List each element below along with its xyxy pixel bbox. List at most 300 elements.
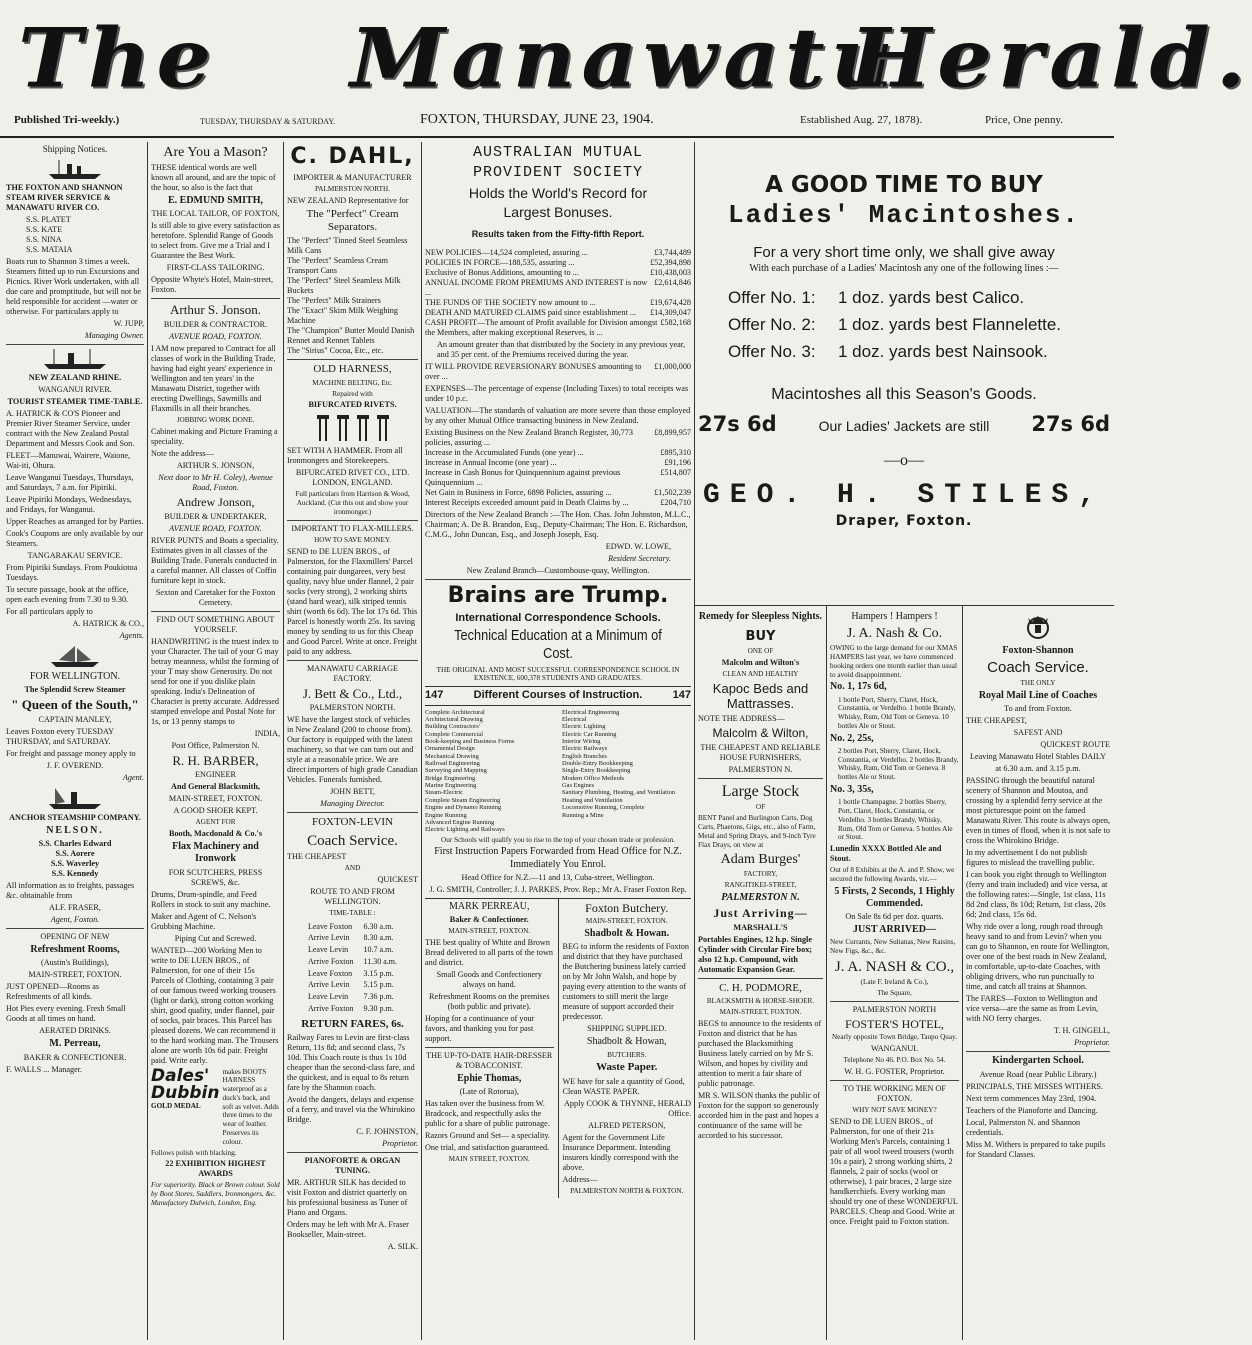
dahl-item-list xyxy=(287,236,418,356)
boat-name: S.S. PLATET xyxy=(26,214,71,224)
table-row xyxy=(304,945,401,955)
column-coach xyxy=(966,609,1110,1340)
factory: FACTORY, xyxy=(743,870,778,879)
figure-value: £1,502,239 xyxy=(654,487,691,497)
bent-carts: BENT Panel and Burlington Carts, Dog Carts, Phaetons, Gigs, etc., also of Farm, Metal and Spring Drays, and 9-inch Tyre Flax Drays, on view at xyxy=(698,814,816,849)
courses-count: 147 xyxy=(672,689,691,702)
figure-value: £2,614,846 xyxy=(654,277,691,287)
refreshment-rooms: Refreshment Rooms, xyxy=(30,944,120,956)
coach-service: Coach Service. xyxy=(307,832,398,849)
stiles-ad xyxy=(698,142,1110,602)
orders-left: Orders may be left with Mr A. Fraser Bookseller, Main-street. xyxy=(287,1220,409,1240)
course-item: Architectural Drawing xyxy=(425,715,483,723)
ephie-late: (Late of Rotorua), xyxy=(459,1086,519,1096)
figure-label: Interest Receipts exceeded amount paid in Death Claims by ... xyxy=(425,497,629,507)
walls-manager: F. WALLS ... Manager. xyxy=(6,1064,83,1074)
boat-list xyxy=(6,215,144,255)
list-item xyxy=(425,362,691,382)
jupp-name: W. JUPP, xyxy=(113,318,144,328)
amp-bonus xyxy=(425,362,691,382)
figure-label: Increase in Cash Bonus for Quinquennium against previous Quinquennium ... xyxy=(425,467,621,487)
kindergarten-address: Avenue Road (near Public Library.) xyxy=(979,1069,1097,1079)
course-item: Running a Mine xyxy=(562,811,604,819)
column-trades xyxy=(151,142,280,1340)
jonson-text: I AM now prepared to Contract for all classes of work in the Building Trade, having had eight years' experience in Wellington and ten years' in the Manawatu District, together with erecting Dwellings, Sawmills and Flaxmills in all their branches. xyxy=(151,344,276,414)
course-item: Advanced Engine Running xyxy=(425,818,495,826)
rise-to-top: Our Schools will qualify you to rise to the top of your chosen trade or profession. xyxy=(441,835,675,844)
foxton-butchery: Foxton Butchery. xyxy=(585,900,669,915)
largest-bonuses: Largest Bonuses. xyxy=(503,203,613,220)
course-item: Heating and Ventilation xyxy=(562,796,623,804)
baker-confectioner: Baker & Confectioner. xyxy=(449,914,529,924)
course-item: Railroad Engineering xyxy=(425,760,480,768)
results-heading: Results taken from the Fifty-fifth Report. xyxy=(471,228,645,239)
buy: BUY xyxy=(745,629,776,645)
engineer: ENGINEER xyxy=(195,770,236,780)
perfect-separators: The "Perfect" Cream Separators. xyxy=(306,207,399,234)
fraser-title: Agent, Foxton. xyxy=(50,915,100,925)
kapoc-beds: Kapoc Beds and Mattrasses. xyxy=(712,680,809,712)
offer-item xyxy=(728,311,1110,338)
hamper-no2-items: 2 bottles Port, Sherry, Claret, Hock, Constantia, or Verdelho. 2 bottles Brandy, Whisky, Rum, Old Tom or Geneva. 8 bottles Ale or Stout. xyxy=(838,746,959,782)
course-item: Surveying and Mapping xyxy=(425,767,487,775)
nash-late: (Late F. Ireland & Co.), xyxy=(860,978,929,987)
dales-dubbin-ad xyxy=(151,1065,280,1147)
course-item: Gas Engines xyxy=(562,782,595,790)
time-table-label: TIME-TABLE : xyxy=(329,908,376,917)
working-men-text: SEND to DE LUEN BROS., of Palmerston, for one of their 21s Working Men's Parcels, containing 1 pair of all wool tweed trousers (worth 10s a pair), 2 strong working shirts, 2 flannels, 2 pair of socks (wool or otherwise), 1 pair braces, 2 large size handkerchiefs. Every working man should try one of these WONDERFUL PARCELS. Cheap and Good. Write at once. Freight paid to Foxton station. xyxy=(830,1116,958,1226)
timetable-time: 7.36 p.m. xyxy=(363,992,394,1002)
anchor-ship: S.S. Waverley xyxy=(50,859,100,869)
nash-name: J. A. Nash & Co. xyxy=(846,626,943,642)
small-goods: Small Goods and Confectionery always on hand. xyxy=(436,969,542,989)
hamper-no3: No. 3, 35s, xyxy=(830,784,874,796)
book-through: I can book you right through to Wellington (ferry and train included) and vice versa, at the following rates:—Single, 1st class, 11s 8d 2nd class, 8s 10d; Return, 1st class, 20s 6d; 2nd class, 15s 6d. xyxy=(966,870,1108,920)
masthead-manawatu: Manawatu xyxy=(350,10,900,107)
local-tailor: THE LOCAL TAILOR, OF FOXTON, xyxy=(151,209,280,219)
foxton-levin: FOXTON-LEVIN xyxy=(311,816,394,829)
and-label: AND xyxy=(344,864,361,873)
agents: Agents. xyxy=(119,630,144,640)
royal-crest-icon xyxy=(1018,612,1058,642)
masthead xyxy=(0,0,1252,110)
palmerston-north-2: PALMERSTON NORTH. xyxy=(309,703,396,713)
timetable-time: 6.30 a.m. xyxy=(363,921,394,931)
avoid-dangers: Avoid the dangers, delays and expense of a ferry, and travel via the Whirokino Bridge. xyxy=(287,1095,415,1125)
list-item xyxy=(425,488,691,498)
course-item: Bridge Engineering xyxy=(425,774,476,782)
fraser-name: ALF. FRASER, xyxy=(49,903,101,913)
amp-nz-figures xyxy=(425,428,691,508)
timetable-stop: Arrive Foxton xyxy=(307,956,354,966)
follows-polish: Follows polish with blacking. xyxy=(151,1148,237,1157)
timetable-stop: Arrive Levin xyxy=(307,980,350,990)
course-item: Complete Steam Engineering xyxy=(425,796,501,804)
figure-label: ANNUAL INCOME FROM PREMIUMS AND INTEREST is now ... xyxy=(425,277,648,297)
important-flax-millers: IMPORTANT TO FLAX-MILLERS. xyxy=(291,523,414,533)
silk-text: MR. ARTHUR SILK has decided to visit Foxton and district quarterly on his professional business as Tuner of Piano and Organs. xyxy=(287,1178,408,1218)
column-nash xyxy=(830,609,959,1340)
course-item: Engine Running xyxy=(425,811,467,819)
offer-label: Offer No. 2: xyxy=(728,315,816,335)
for-wellington: FOR WELLINGTON. xyxy=(29,670,121,682)
alfred-peterson: ALFRED PETERSON, xyxy=(588,1120,666,1130)
shipping-supplied: SHIPPING SUPPLIED. xyxy=(587,1024,667,1034)
remedy-sleepless: Remedy for Sleepless Nights. xyxy=(698,611,823,622)
edmund-smith: E. EDMUND SMITH, xyxy=(167,195,263,207)
holds-record: Holds the World's Record for xyxy=(468,184,648,201)
nz-branch: New Zealand Branch—Customhouse-quay, Wellington. xyxy=(466,565,650,575)
large-stock: Large Stock xyxy=(721,782,800,800)
palmerston-north: PALMERSTON NORTH. xyxy=(314,184,391,193)
table-row xyxy=(304,933,401,943)
flax-machinery: Flax Machinery and Ironwork xyxy=(172,841,259,865)
avenue-road-2: AVENUE ROAD, FOXTON. xyxy=(169,523,262,533)
leave-pipiriki: Leave Pipiriki Mondays, Wednesdays, and Fridays, for Wanganui. xyxy=(6,494,132,514)
price: Price, One penny. xyxy=(985,114,1064,126)
awards: 5 Firsts, 2 Seconds, 1 Highly Commended. xyxy=(834,885,955,909)
offers-list xyxy=(728,284,1110,366)
portable-engines: Portables Engines, 12 h.p. Single Cylinder with Circular Fire box; also 12 h.p. Compound, with Automatic Expansion Gear. xyxy=(698,934,813,974)
dales-makes: makes BOOTS HARNESS waterproof as a duck's back, and soft as velvet. Adds three times to the wear of leather. Preserves its colour. xyxy=(222,1067,279,1146)
coach-service-8: Coach Service. xyxy=(987,659,1089,677)
mason-text: THESE identical words are well known all around, and are the topic of the hour, so also is the fact that xyxy=(151,163,276,193)
table-row xyxy=(304,980,401,990)
foxton-shannon: Foxton-Shannon xyxy=(1002,645,1074,656)
butchers: BUTCHERS. xyxy=(607,1050,647,1059)
dahl-item: The "Champion" Butter Mould Danish Rennet and Rennet Tablets xyxy=(287,326,415,346)
full-particulars: Full particulars from Harrison & Wood, Auckland. (Cut this out and show your ironmonger.) xyxy=(295,490,410,516)
note-address: NOTE THE ADDRESS— xyxy=(698,714,785,724)
course-lists xyxy=(425,709,691,834)
superiority: For superiority. Black or Brown colour. Sold by Boot Stores, Saddlers, Ironmongers, &c. Manufactory Dulwich, London, Eng. xyxy=(151,1181,280,1207)
general-blacksmith: And General Blacksmith, xyxy=(171,782,260,792)
old-harness: OLD HARNESS, xyxy=(313,363,392,376)
offer-detail: 1 doz. yards best Nainsook. xyxy=(838,342,1048,362)
head-office: Head Office for N.Z.—11 and 13, Cuba-street, Wellington. xyxy=(461,872,655,882)
course-item: Sanitary Plumbing, Heating, and Ventilation xyxy=(562,789,676,797)
dales-dubbin-logo: Dales' Dubbin xyxy=(151,1065,220,1103)
courses-banner xyxy=(425,686,691,705)
course-item: Book-keeping and Business Forms xyxy=(425,737,515,745)
up-to-date-hairdresser: THE UP-TO-DATE HAIR-DRESSER & TOBACCONIST. xyxy=(426,1050,553,1070)
figure-value: £10,438,003 xyxy=(650,267,691,277)
barber-address: MAIN-STREET, FOXTON. xyxy=(168,794,263,804)
pianoforte-tuning: PIANOFORTE & ORGAN TUNING. xyxy=(304,1156,401,1176)
timetable-stop: Arrive Levin xyxy=(307,933,350,943)
short-time: For a very short time only, we shall give away xyxy=(753,244,1055,261)
local-credentials: Local, Palmerston N. and Shannon credentials. xyxy=(966,1117,1081,1137)
resident-secretary: Resident Secretary. xyxy=(608,553,671,563)
column-malcolm xyxy=(698,609,823,1340)
waste-paper-text: WE have for sale a quantity of Good, Clean WASTE PAPER. xyxy=(562,1076,685,1096)
jonson-address-name: ARTHUR S. JONSON, xyxy=(176,460,255,470)
course-list-left xyxy=(425,709,554,834)
machine-belting: MACHINE BELTING, Etc. xyxy=(312,378,393,387)
austins-buildings: (Austin's Buildings), xyxy=(41,958,109,968)
wanganui: WANGANUI. xyxy=(870,1044,919,1054)
timetable-stop: Leave Levin xyxy=(307,992,349,1002)
repaired-with: Repaired with xyxy=(332,389,373,398)
dahl-item: The "Perfect" Seamless Cream Transport Cans xyxy=(287,256,389,276)
rivets-icon xyxy=(313,413,393,443)
one-of: ONE OF xyxy=(747,647,774,656)
first-instruction: First Instruction Papers Forwarded from Head Office for N.Z. Immediately You Enrol. xyxy=(434,846,682,870)
apply-cook-thynne: Apply COOK & THYNNE, HERALD Office. xyxy=(564,1098,691,1118)
hamper-no3-items: 1 bottle Champagne. 2 bottles Sherry, Port, Claret, Hock, Constantia, or Verdelho. 3 bottles Brandy, Whisky, Rum, Old Tom or Geneva. 5 bottles Ale or Stout. xyxy=(838,798,953,842)
of-label: OF xyxy=(755,803,766,812)
dahl-item: The "Sirius" Cocoa, Etc., etc. xyxy=(287,346,384,356)
publication-days: TUESDAY, THURSDAY & SATURDAY. xyxy=(200,117,336,126)
leave-wanganui: Leave Wanganui Tuesdays, Thursdays, and Saturdays, 7 a.m. for Pipiriki. xyxy=(6,472,134,492)
foxton-shannon-service: THE FOXTON AND SHANNON STEAM RIVER SERVICE & MANAWATU RIVER CO. xyxy=(6,182,123,212)
palmerston-north: PALMERSTON NORTH xyxy=(852,1004,937,1014)
next-door: Next door to Mr H. Coley), Avenue Road, Foxton. xyxy=(158,472,273,492)
course-item: Electrical Engineering xyxy=(562,708,620,716)
avenue-road: AVENUE ROAD, FOXTON. xyxy=(169,332,262,342)
drums: Drums, Drum-spindle, and Feed Rollers in stock to suit any machine. xyxy=(151,889,271,909)
cheapest-8: THE CHEAPEST, xyxy=(966,716,1027,726)
figure-value: £91,196 xyxy=(664,457,691,467)
figure-value: £14,309,047 xyxy=(650,307,691,317)
figure-label: DEATH AND MATURED CLAIMS paid since establishment ... xyxy=(425,307,637,317)
mason-heading: Are You a Mason? xyxy=(163,145,268,160)
principals: PRINCIPALS, THE MISSES WITHERS. xyxy=(966,1081,1104,1091)
passing-text: PASSING through the beautiful natural scenery of Shannon and Moutoa, and crossing by a splendid ferry service at the most picturesque point on the famed Manawatu River. This route is always open, even in times of flood, when it is not safe to cross the Whirokino Bridge. xyxy=(966,776,1111,846)
divider-mark: —o— xyxy=(884,451,924,469)
marshalls: MARSHALL'S xyxy=(733,922,788,932)
hampers-heading: Hampers ! Hampers ! xyxy=(851,611,938,622)
timetable-time: 8.30 a.m. xyxy=(363,933,394,943)
figure-value: £204,710 xyxy=(660,497,691,507)
price-left: 27s 6d xyxy=(698,411,777,436)
wanted-text: WANTED—200 Working Men to write to DE LUEN BROS., of Palmerston, for one of their 15s Parcels of Clothing, containing 3 pair of our famous tweed working trousers (light or dark), strong cotton working shirt, good quality, under flannel, pair of socks, pair braces. This Parcel has pleased dozens. We can recommend it to the hard working man. The Trousers alone are worth 10s 6d pair. Freight paid. Write early. xyxy=(151,945,279,1065)
list-item xyxy=(425,308,691,318)
bifurcated-rivets: BIFURCATED RIVETS. xyxy=(308,400,397,410)
overend-agent: Agent. xyxy=(122,773,144,783)
shadbolt-howan-2: Shadbolt & Howan, xyxy=(586,1036,667,1048)
list-item xyxy=(425,268,691,278)
amount-greater: An amount greater than that distributed by the Society in any previous year, and 35 per cent. of the Premiums received during the year. xyxy=(437,339,686,359)
refreshment-premises: Refreshment Rooms on the premises (both public and private). xyxy=(428,991,550,1011)
tangarakau-service: TANGARAKAU SERVICE. xyxy=(27,550,123,560)
course-list-right xyxy=(562,709,691,834)
why-not-save: WHY NOT SAVE MONEY? xyxy=(852,1105,937,1114)
masthead-the: The xyxy=(18,10,218,107)
peterson-address-label: Address— xyxy=(562,1174,598,1184)
how-to-save-money: HOW TO SAVE MONEY. xyxy=(314,535,391,544)
butchery-ad xyxy=(559,899,692,1198)
hamper-no1: No. 1, 17s 6d, xyxy=(830,681,887,693)
figure-value: £514,807 xyxy=(660,467,691,477)
leaves-foxton: Leaves Foxton every TUESDAY THURSDAY, and SATURDAY. xyxy=(6,727,114,747)
one-trial: One trial, and satisfaction guaranteed. xyxy=(425,1142,550,1152)
list-item xyxy=(425,428,691,448)
rangitikei-street: RANGITIKEI-STREET, xyxy=(724,881,797,890)
ephie-text: Has taken over the business from W. Bradcock, and respectfully asks the public for a share of public patronage. xyxy=(425,1098,550,1128)
figure-label: Existing Business on the New Zealand Branch Register, 30,773 policies, assuring ... xyxy=(425,427,633,447)
maker-agent: Maker and Agent of C. Nelson's Grubbing Machine. xyxy=(151,911,257,931)
palmerston-n-2: PALMERSTON N. xyxy=(721,892,800,904)
safest: SAFEST AND xyxy=(1013,728,1063,738)
column-rule xyxy=(962,605,963,1340)
route: ROUTE TO AND FROM WELLINGTON. xyxy=(310,886,395,906)
smith-controller: J. G. SMITH, Controller; J. J. PARKES, Prov. Rep.; Mr A. Fraser Foxton Rep. xyxy=(429,884,687,894)
course-item: Building Contractors' xyxy=(425,723,480,731)
expenses: EXPENSES—The percentage of expense (Including Taxes) to total receipts was under 10 p.c. xyxy=(425,383,689,403)
dahl-item: The "Perfect" Milk Strainers xyxy=(287,296,381,306)
sexton: Sexton and Caretaker for the Foxton Cemetery. xyxy=(155,587,276,607)
perreau-ad xyxy=(425,899,559,1198)
the-cheapest: THE CHEAPEST xyxy=(287,852,347,862)
technical-education: Technical Education at a Minimum of Cost. xyxy=(454,626,662,663)
column-amp xyxy=(425,142,691,1340)
list-item xyxy=(425,278,691,298)
perreau-name: M. Perreau, xyxy=(49,1038,101,1050)
barber-name: R. H. BARBER, xyxy=(172,752,259,768)
return-fares: RETURN FARES, 6s. xyxy=(301,1017,404,1030)
managing-director: Managing Director. xyxy=(320,799,385,809)
jupp-title: Managing Owner. xyxy=(84,330,144,340)
levin-timetable xyxy=(302,920,403,1016)
dateline-date: FOXTON, THURSDAY, JUNE 23, 1904. xyxy=(420,112,654,127)
cooks-coupons: Cook's Coupons are only available by our Steamers. xyxy=(6,528,144,548)
splendid-steamer: The Splendid Screw Steamer xyxy=(24,685,126,695)
boat-name: S.S. KATE xyxy=(26,224,63,234)
section-rule xyxy=(694,605,1114,606)
teachers: Teachers of the Pianoforte and Dancing. xyxy=(966,1105,1098,1115)
builder-undertaker: BUILDER & UNDERTAKER, xyxy=(164,511,267,521)
column-rule xyxy=(147,142,148,1340)
gold-medal: GOLD MEDAL xyxy=(151,1101,201,1110)
builder-contractor: BUILDER & CONTRACTOR. xyxy=(163,320,268,330)
nz-rhine: NEW ZEALAND RHINE. xyxy=(28,372,122,382)
fosters-hotel: FOSTER'S HOTEL, xyxy=(845,1016,944,1031)
dateline xyxy=(0,108,1114,138)
owing-text: OWING to the large demand for our XMAS HAMPERS last year, we have commenced booking orders one month earlier than usual to avoid disappointment. xyxy=(830,644,958,679)
first-class-tailoring: FIRST-CLASS TAILORING. xyxy=(166,263,265,273)
manawatu-carriage-factory: MANAWATU CARRIAGE FACTORY. xyxy=(307,663,398,683)
amp-figures xyxy=(425,248,691,338)
piping: Piping Cut and Screwed. xyxy=(174,933,257,943)
column-rule xyxy=(826,605,827,1340)
anchor-company: ANCHOR STEAMSHIP COMPANY. xyxy=(9,813,141,823)
hatrick-text: A. HATRICK & CO'S Pioneer and Premier River Steamer Service, under contract with the New Zealand Postal Department and Messrs Cook and Son. xyxy=(6,408,135,448)
railway-fares: Railway Fares to Levin are first-class Return, 11s 8d; and second class, 7s 10d. This Coach route is thus 1s 10d cheaper than the second-class fare, and the quickest, and is equal to 8s return fare by the Shannon coach. xyxy=(287,1033,415,1093)
exhibits: Out of 8 Exhibits at the A. and P. Show, we secured the following Awards, viz.— xyxy=(830,866,955,883)
flaxmillers-parcel: SEND to DE LUEN BROS., of Palmerston, for the Flaxmillers' Parcel containing pair dungarees, very best quality, navy blue under flannel, 2 pair socks (very strong), 2 working shirts (stand hard wear), silk striped tennis shirt (worth 6s 6d). The lot 17s 6d. This Parcel is honestly worth 25s. Its saving money by sending to us for this Cheap and Good Parcel. Write at once. Freight paid to any address. xyxy=(287,546,418,656)
find-out: FIND OUT SOMETHING ABOUT YOURSELF. xyxy=(156,614,275,634)
column-shipping xyxy=(6,142,144,1340)
why-ride: Why ride over a long, rough road through heavy sand to and from Levin? when you can go to Shannon, en route for Wellington, over one of the best roads in New Zealand, in comfortable, up-to-date Coaches, with obliging drivers, who run punctually to time, and catch all trains at Shannon. xyxy=(966,922,1110,992)
river-punts: RIVER PUNTS and Boats a speciality. Estimates given in all classes of the Building Trade. Funerals conducted in a careful manner. All classes of Coffin furniture kept in stock. xyxy=(151,535,279,585)
course-item: Electrical xyxy=(562,715,587,723)
john-bett: JOHN BETT, xyxy=(330,787,375,797)
india-address: Post Office, Palmerston N. xyxy=(171,740,260,750)
with-each-purchase: With each purchase of a Ladies' Macintosh any one of the following lines :— xyxy=(749,263,1059,274)
figure-label: THE FUNDS OF THE SOCIETY now amount to ... xyxy=(425,297,596,307)
upper-reaches: Upper Reaches as arranged for by Parties. xyxy=(6,516,144,526)
next-term: Next term commences May 23rd, 1904. xyxy=(966,1093,1097,1103)
dahl-item: The "Perfect" Tinned Steel Seamless Milk Cans xyxy=(287,236,408,256)
booth-macdonald: Booth, Macdonald & Co.'s xyxy=(168,829,263,839)
course-item: Locomotive Running, Complete xyxy=(562,804,645,812)
figure-label: IT WILL PROVIDE REVERSIONARY BONUSES amounting to over ... xyxy=(425,361,642,381)
offer-label: Offer No. 1: xyxy=(728,288,816,307)
table-row xyxy=(304,969,401,979)
anchor-ship-list xyxy=(6,839,144,879)
course-item: Complete Commercial xyxy=(425,730,484,738)
steamer-icon xyxy=(45,786,105,810)
jonson-name: Arthur S. Jonson. xyxy=(169,302,261,318)
dahl-item: The "Exact" Skim Milk Weighing Machine xyxy=(287,306,398,326)
column-rule xyxy=(694,142,695,1340)
silk-signature: A. SILK. xyxy=(387,1242,418,1252)
macintoshes-season: Macintoshes all this Season's Goods. xyxy=(771,385,1037,403)
table-row xyxy=(304,992,401,1002)
jackets-line xyxy=(698,412,1110,436)
to-and-from: To and from Foxton. xyxy=(1004,704,1072,714)
nz-representative: NEW ZEALAND Representative for xyxy=(287,195,409,205)
offer-detail: 1 doz. yards best Flannelette. xyxy=(838,315,1062,335)
importer: IMPORTER & MANUFACTURER xyxy=(293,172,412,182)
offer-detail: 1 doz. yards best Calico. xyxy=(838,288,1025,307)
good-shoer: A GOOD SHOER KEPT. xyxy=(173,806,258,816)
boat-name: S.S. NINA xyxy=(26,234,62,244)
scutchers: FOR SCUTCHERS, PRESS SCREWS, &c. xyxy=(168,867,263,887)
royal-mail: Royal Mail Line of Coaches xyxy=(978,690,1098,702)
gingell-title: Proprietor. xyxy=(1074,1038,1110,1048)
foster-proprietor: W. H. G. FOSTER, Proprietor. xyxy=(844,1066,945,1076)
timetable-time: 10.7 a.m. xyxy=(363,945,394,955)
quickest-route: QUICKEST ROUTE xyxy=(1040,740,1110,750)
course-item: Steam-Electric xyxy=(425,789,463,797)
exhibition-awards: 22 EXHIBITION HIGHEST AWARDS xyxy=(165,1159,266,1179)
freight-text: For freight and passage money apply to xyxy=(6,749,136,759)
gingell-name: T. H. GINGELL, xyxy=(1053,1026,1110,1036)
list-item xyxy=(425,258,691,268)
column-dahl xyxy=(287,142,418,1340)
valuation: VALUATION—The standards of valuation are more severe than those employed by any other Mutual Office transacting business in New Zealand. xyxy=(425,405,691,425)
on-sale: On Sale 8s 6d per doz. quarts. xyxy=(845,912,944,922)
stiles-name: GEO. H. STILES, xyxy=(702,479,1106,511)
list-item xyxy=(425,458,691,468)
secure-passage: To secure passage, book at the office, open each evening from 7.30 to 9.30. xyxy=(6,584,129,604)
andrew-jonson: Andrew Jonson, xyxy=(176,494,255,509)
figure-label: NEW POLICIES—14,524 completed, assuring ... xyxy=(425,247,588,257)
butchery-address: MAIN-STREET, FOXTON. xyxy=(585,917,668,926)
established: Established Aug. 27, 1878). xyxy=(800,114,923,126)
figure-label: Increase in Annual Income (one year) ... xyxy=(425,457,557,467)
anchor-ship: S.S. Kennedy xyxy=(51,869,99,879)
timetable-time: 3.15 p.m. xyxy=(363,968,394,978)
course-item: Modern Office Methods xyxy=(562,774,624,782)
malcolm-wiltons: Malcolm and Wilton's xyxy=(721,657,800,667)
quickest: QUICKEST xyxy=(377,874,418,884)
the-only: THE ONLY xyxy=(1020,679,1056,688)
course-item: English Branches xyxy=(562,752,607,760)
wilson-thanks: MR S. WILSON thanks the public of Foxton for the support so generously accorded him in the past and hopes a continuance of the same will be accorded to his successor. xyxy=(698,1090,820,1140)
waste-paper: Waste Paper. xyxy=(596,1061,658,1074)
timetable-stop: Leave Foxton xyxy=(307,921,353,931)
johnston-title: Proprietor. xyxy=(382,1139,418,1149)
the-square: The Square, xyxy=(877,988,912,997)
main-street: MAIN-STREET, FOXTON. xyxy=(28,970,122,980)
bett-name: J. Bett & Co., Ltd., xyxy=(302,685,403,701)
cheapest-house: THE CHEAPEST AND RELIABLE HOUSE FURNISHERS, xyxy=(700,742,821,762)
column-rule xyxy=(283,142,284,1340)
courses-heading: Different Courses of Instruction. xyxy=(473,689,643,702)
